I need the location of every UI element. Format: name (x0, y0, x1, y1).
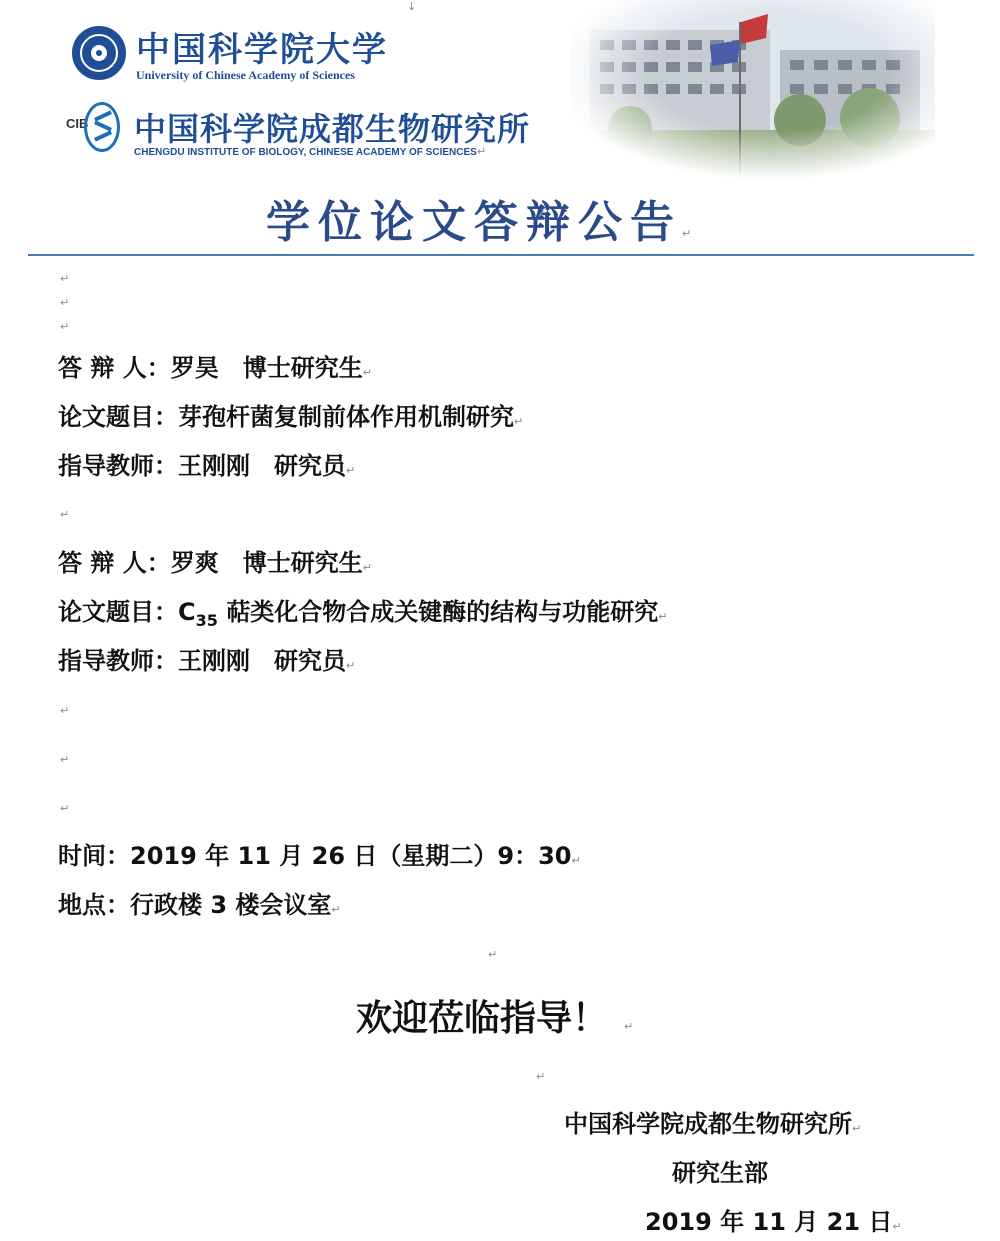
cib-logo (66, 100, 122, 156)
time-value: 2019 年 11 月 26 日（星期二）9：30 (130, 842, 572, 870)
header-divider (28, 254, 974, 256)
campus-building-photo (570, 0, 935, 180)
empty-paragraph: ↵ (60, 802, 70, 815)
empty-paragraph: ↵ (60, 272, 70, 285)
defender-label: 答 辩 人： (58, 354, 171, 382)
advisor-name: 王刚刚 研究员 (178, 647, 346, 675)
cib-badge-text: CIB (66, 116, 89, 131)
signature-dept: 研究生部 (672, 1159, 768, 1187)
defender-line: 答 辩 人：罗昊 博士研究生↵ (58, 354, 372, 382)
topic-label: 论文题目： (58, 598, 178, 626)
ucas-name-cn: 中国科学院大学 (136, 30, 388, 70)
defender-name: 罗爽 博士研究生 (170, 549, 363, 577)
place-value: 行政楼 3 楼会议室 (130, 891, 332, 919)
thesis-topic: 芽孢杆菌复制前体作用机制研究 (178, 403, 514, 431)
signature-org: 中国科学院成都生物研究所↵ (564, 1110, 862, 1138)
thesis-topic: 萜类化合物合成关键酶的结构与功能研究 (217, 598, 659, 626)
time-label: 时间： (58, 842, 130, 870)
place-label: 地点： (58, 891, 130, 919)
topic-line: 论文题目：芽孢杆菌复制前体作用机制研究↵ (58, 403, 524, 431)
advisor-line: 指导教师：王刚刚 研究员↵ (58, 452, 356, 480)
welcome-message: 欢迎莅临指导！ ↵ (356, 998, 634, 1039)
page-break-arrow: ↓ (407, 0, 417, 13)
topic-line: 论文题目：$C_{35}$ 萜类化合物合成关键酶的结构与功能研究↵ (58, 598, 668, 630)
defender-line: 答 辩 人：罗爽 博士研究生↵ (58, 549, 372, 577)
defender-label: 答 辩 人： (58, 549, 171, 577)
defender-name: 罗昊 博士研究生 (170, 354, 363, 382)
empty-paragraph: ↵ (60, 508, 70, 521)
ucas-name-en: University of Chinese Academy of Sciences (136, 68, 355, 82)
empty-paragraph: ↵ (488, 948, 498, 961)
signature-date: 2019 年 11 月 21 日↵ (645, 1208, 902, 1236)
empty-paragraph: ↵ (60, 320, 70, 333)
time-line: 时间：2019 年 11 月 26 日（星期二）9：30↵ (58, 842, 581, 870)
empty-paragraph: ↵ (536, 1070, 546, 1083)
topic-formula: $C_{35}$ (178, 598, 218, 630)
empty-paragraph: ↵ (60, 753, 70, 766)
advisor-line: 指导教师：王刚刚 研究员↵ (58, 647, 356, 675)
topic-label: 论文题目： (58, 403, 178, 431)
ucas-seal-logo (72, 26, 126, 80)
advisor-label: 指导教师： (58, 452, 178, 480)
page-title: 学位论文答辩公告↵ (266, 197, 692, 248)
empty-paragraph: ↵ (60, 704, 70, 717)
place-line: 地点：行政楼 3 楼会议室↵ (58, 891, 341, 919)
advisor-label: 指导教师： (58, 647, 178, 675)
institute-name-cn: 中国科学院成都生物研究所 (134, 110, 531, 148)
advisor-name: 王刚刚 研究员 (178, 452, 346, 480)
institute-name-en: CHENGDU INSTITUTE OF BIOLOGY, CHINESE ACADEMY OF SCIENCES↵ (134, 145, 487, 158)
empty-paragraph: ↵ (60, 296, 70, 309)
